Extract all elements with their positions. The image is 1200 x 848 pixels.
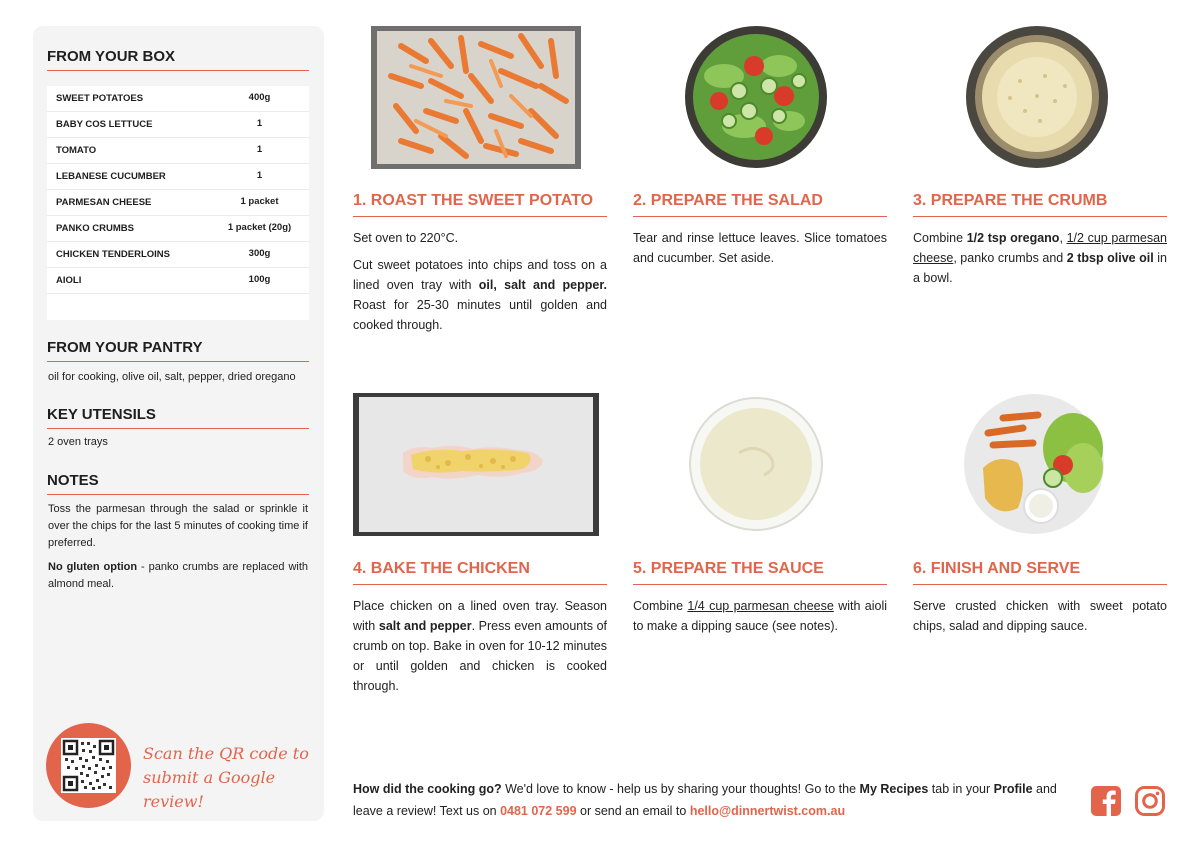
utensils-title: KEY UTENSILS bbox=[47, 406, 156, 423]
ingredient-name: SWEET POTATOES bbox=[56, 93, 144, 104]
ingredient-name: BABY COS LETTUCE bbox=[56, 119, 153, 130]
step-text: Set oven to 220°C. bbox=[353, 231, 459, 245]
notes-paragraph: Toss the parmesan through the salad or sprinkle it over the chips for the last 5 minutes of cooking time if preferred. bbox=[48, 503, 308, 549]
step-text-part: Roast for 25-30 minutes until golden and cooked through. bbox=[353, 298, 607, 332]
step-2-body bbox=[633, 228, 887, 275]
facebook-icon[interactable] bbox=[1090, 785, 1122, 817]
step-text: Serve crusted chicken with sweet potato chips, salad and dipping sauce. bbox=[913, 599, 1167, 633]
qr-caption: Scan the QR code to submit a Google review! bbox=[143, 744, 309, 811]
step-2-title: 2. PREPARE THE SALAD bbox=[633, 192, 823, 209]
step-text-bold: 1/2 tsp oregano bbox=[966, 231, 1060, 245]
step-4-photo bbox=[353, 393, 599, 536]
divider bbox=[913, 584, 1167, 585]
ingredient-qty: 300g bbox=[248, 248, 271, 259]
step-text: Tear and rinse lettuce leaves. Slice tomatoes and cucumber. Set aside. bbox=[633, 231, 887, 265]
divider bbox=[353, 584, 607, 585]
step-6-body bbox=[913, 596, 1167, 643]
ingredient-name: AIOLI bbox=[56, 275, 82, 286]
divider bbox=[47, 428, 309, 429]
step-6-photo bbox=[963, 393, 1109, 536]
pantry-title: FROM YOUR PANTRY bbox=[47, 339, 203, 356]
ingredients-table bbox=[47, 86, 309, 320]
step-4-title: 4. BAKE THE CHICKEN bbox=[353, 560, 530, 577]
sidebar bbox=[33, 26, 324, 821]
step-text bbox=[353, 255, 607, 335]
step-6-title: 6. FINISH AND SERVE bbox=[913, 560, 1081, 577]
email-link[interactable]: hello@dinnertwist.com.au bbox=[689, 804, 846, 818]
qr-badge bbox=[46, 723, 131, 808]
step-text-bold: salt and pepper bbox=[378, 619, 472, 633]
step-text bbox=[353, 596, 607, 696]
step-5-photo bbox=[684, 393, 828, 535]
notes-rest: - panko crumbs are replaced with almond meal. bbox=[48, 561, 308, 590]
step-text-part: , panko crumbs and bbox=[953, 251, 1067, 265]
step-1-body bbox=[353, 228, 607, 342]
step-text bbox=[633, 596, 887, 636]
step-text-part: Place chicken on a lined oven tray. Season with bbox=[353, 599, 607, 633]
step-3-photo bbox=[965, 26, 1109, 168]
table-row bbox=[47, 216, 309, 242]
divider bbox=[47, 361, 309, 362]
step-5-title: 5. PREPARE THE SAUCE bbox=[633, 560, 824, 577]
footer-part: tab in your bbox=[928, 782, 994, 796]
step-text-part: Combine bbox=[913, 231, 967, 245]
ingredient-qty: 1 bbox=[256, 118, 263, 129]
table-row bbox=[47, 190, 309, 216]
table-row bbox=[47, 242, 309, 268]
step-3-title: 3. PREPARE THE CRUMB bbox=[913, 192, 1108, 209]
ingredient-qty: 1 packet bbox=[240, 196, 279, 207]
ingredient-qty: 1 bbox=[256, 144, 263, 155]
ingredient-qty: 100g bbox=[248, 274, 271, 285]
table-row bbox=[47, 112, 309, 138]
ingredient-name: LEBANESE CUCUMBER bbox=[56, 171, 166, 182]
divider bbox=[633, 216, 887, 217]
step-1-title: 1. ROAST THE SWEET POTATO bbox=[353, 192, 594, 209]
footer-part: and leave a review! Text us on bbox=[353, 782, 1057, 818]
ingredient-qty: 400g bbox=[248, 92, 271, 103]
notes-text bbox=[48, 501, 308, 593]
divider bbox=[633, 584, 887, 585]
divider bbox=[353, 216, 607, 217]
footer-part: We'd love to know - help us by sharing your thoughts! Go to the bbox=[501, 782, 860, 796]
step-text-part: with aioli to make a dipping sauce (see notes). bbox=[633, 599, 887, 633]
phone-link[interactable]: 0481 072 599 bbox=[500, 804, 577, 818]
notes-paragraph bbox=[48, 559, 308, 593]
step-4-body bbox=[353, 596, 607, 703]
qr-code[interactable] bbox=[61, 738, 116, 793]
ingredient-qty: 1 bbox=[256, 170, 263, 181]
divider bbox=[47, 494, 309, 495]
table-row bbox=[47, 138, 309, 164]
step-text-part: in a bowl. bbox=[913, 251, 1168, 285]
step-text-bold: 2 tbsp olive oil bbox=[1066, 251, 1154, 265]
divider bbox=[47, 70, 309, 71]
ingredient-name: PARMESAN CHEESE bbox=[56, 197, 152, 208]
ingredient-name: TOMATO bbox=[56, 145, 97, 156]
step-text-underline: 1/4 cup parmesan cheese bbox=[687, 599, 834, 613]
box-title: FROM YOUR BOX bbox=[47, 48, 176, 65]
notes-title: NOTES bbox=[47, 472, 99, 489]
my-recipes-link[interactable]: My Recipes bbox=[859, 782, 929, 796]
step-1-photo bbox=[371, 26, 581, 169]
profile-link[interactable]: Profile bbox=[993, 782, 1033, 796]
notes-bold: No gluten option bbox=[48, 561, 138, 573]
utensils-text: 2 oven trays bbox=[48, 436, 108, 448]
ingredient-name: PANKO CRUMBS bbox=[56, 223, 134, 234]
qr-code-icon bbox=[61, 738, 116, 793]
step-text-part: , bbox=[1059, 231, 1067, 245]
step-text-underline: 1/2 cup parmesan cheese bbox=[913, 231, 1168, 265]
table-row bbox=[47, 268, 309, 294]
step-5-body bbox=[633, 596, 887, 643]
step-text-part: . Press even amounts of crumb on top. Bake in oven for 10-12 minutes or until golden and chicken is cooked through. bbox=[353, 619, 608, 693]
step-3-body bbox=[913, 228, 1167, 295]
ingredient-name: CHICKEN TENDERLOINS bbox=[56, 249, 171, 260]
footer-part: or send an email to bbox=[576, 804, 690, 818]
footer-text bbox=[353, 778, 1073, 822]
table-row bbox=[47, 86, 309, 112]
table-row bbox=[47, 164, 309, 190]
footer-question: How did the cooking go? bbox=[353, 782, 502, 796]
pantry-text: oil for cooking, olive oil, salt, pepper, dried oregano bbox=[48, 371, 296, 383]
step-text bbox=[913, 228, 1167, 288]
ingredient-qty: 1 packet (20g) bbox=[227, 222, 292, 233]
step-2-photo bbox=[684, 26, 828, 168]
step-text-part: Cut sweet potatoes into chips and toss on a lined oven tray with bbox=[353, 258, 607, 292]
step-text-bold: oil, salt and pepper. bbox=[478, 278, 607, 292]
step-text-part: Combine bbox=[633, 599, 688, 613]
divider bbox=[913, 216, 1167, 217]
instagram-icon[interactable] bbox=[1134, 785, 1166, 817]
